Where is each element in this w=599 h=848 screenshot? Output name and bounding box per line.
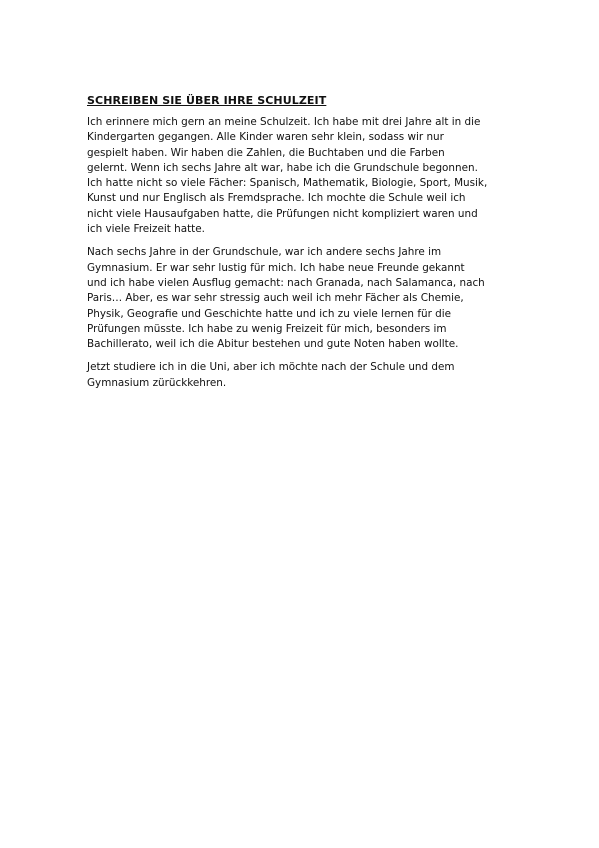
text-line: Gymnasium zürückkehren. xyxy=(87,376,227,389)
text-line: Physik, Geografie und Geschichte hatte und ich zu viele lernen für die xyxy=(87,307,452,320)
paragraph-1 xyxy=(87,115,527,237)
document-body xyxy=(87,115,527,399)
text-line: Nach sechs Jahre in der Grundschule, war ich andere sechs Jahre im xyxy=(87,246,442,259)
text-line: Paris… Aber, es war sehr stressig auch weil ich mehr Fächer als Chemie, xyxy=(87,292,464,305)
text-line: Jetzt studiere ich in die Uni, aber ich möchte nach der Schule und dem xyxy=(87,361,455,374)
text-line: Kindergarten gegangen. Alle Kinder waren sehr klein, sodass wir nur xyxy=(87,131,444,144)
paragraph-2 xyxy=(87,245,527,352)
text-line: Kunst und nur Englisch als Fremdsprache. Ich mochte die Schule weil ich xyxy=(87,192,466,205)
text-line: ich viele Freizeit hatte. xyxy=(87,223,205,236)
text-line: Bachillerato, weil ich die Abitur bestehen und gute Noten haben wollte. xyxy=(87,338,459,351)
text-line: und ich habe vielen Ausflug gemacht: nach Granada, nach Salamanca, nach xyxy=(87,276,485,289)
text-line: Gymnasium. Er war sehr lustig für mich. Ich habe neue Freunde gekannt xyxy=(87,261,465,274)
text-line: Ich hatte nicht so viele Fächer: Spanisch, Mathematik, Biologie, Sport, Musik, xyxy=(87,177,488,190)
document-title: SCHREIBEN SIE ÜBER IHRE SCHULZEIT xyxy=(87,94,327,107)
text-line: Prüfungen müsste. Ich habe zu wenig Freizeit für mich, besonders im xyxy=(87,322,447,335)
text-line: Ich erinnere mich gern an meine Schulzeit. Ich habe mit drei Jahre alt in die xyxy=(87,116,481,128)
text-line: gelernt. Wenn ich sechs Jahre alt war, habe ich die Grundschule begonnen. xyxy=(87,161,478,174)
text-line: gespielt haben. Wir haben die Zahlen, die Buchtaben und die Farben xyxy=(87,146,445,159)
paragraph-3 xyxy=(87,360,527,391)
text-line: nicht viele Hausaufgaben hatte, die Prüfungen nicht kompliziert waren und xyxy=(87,207,478,220)
